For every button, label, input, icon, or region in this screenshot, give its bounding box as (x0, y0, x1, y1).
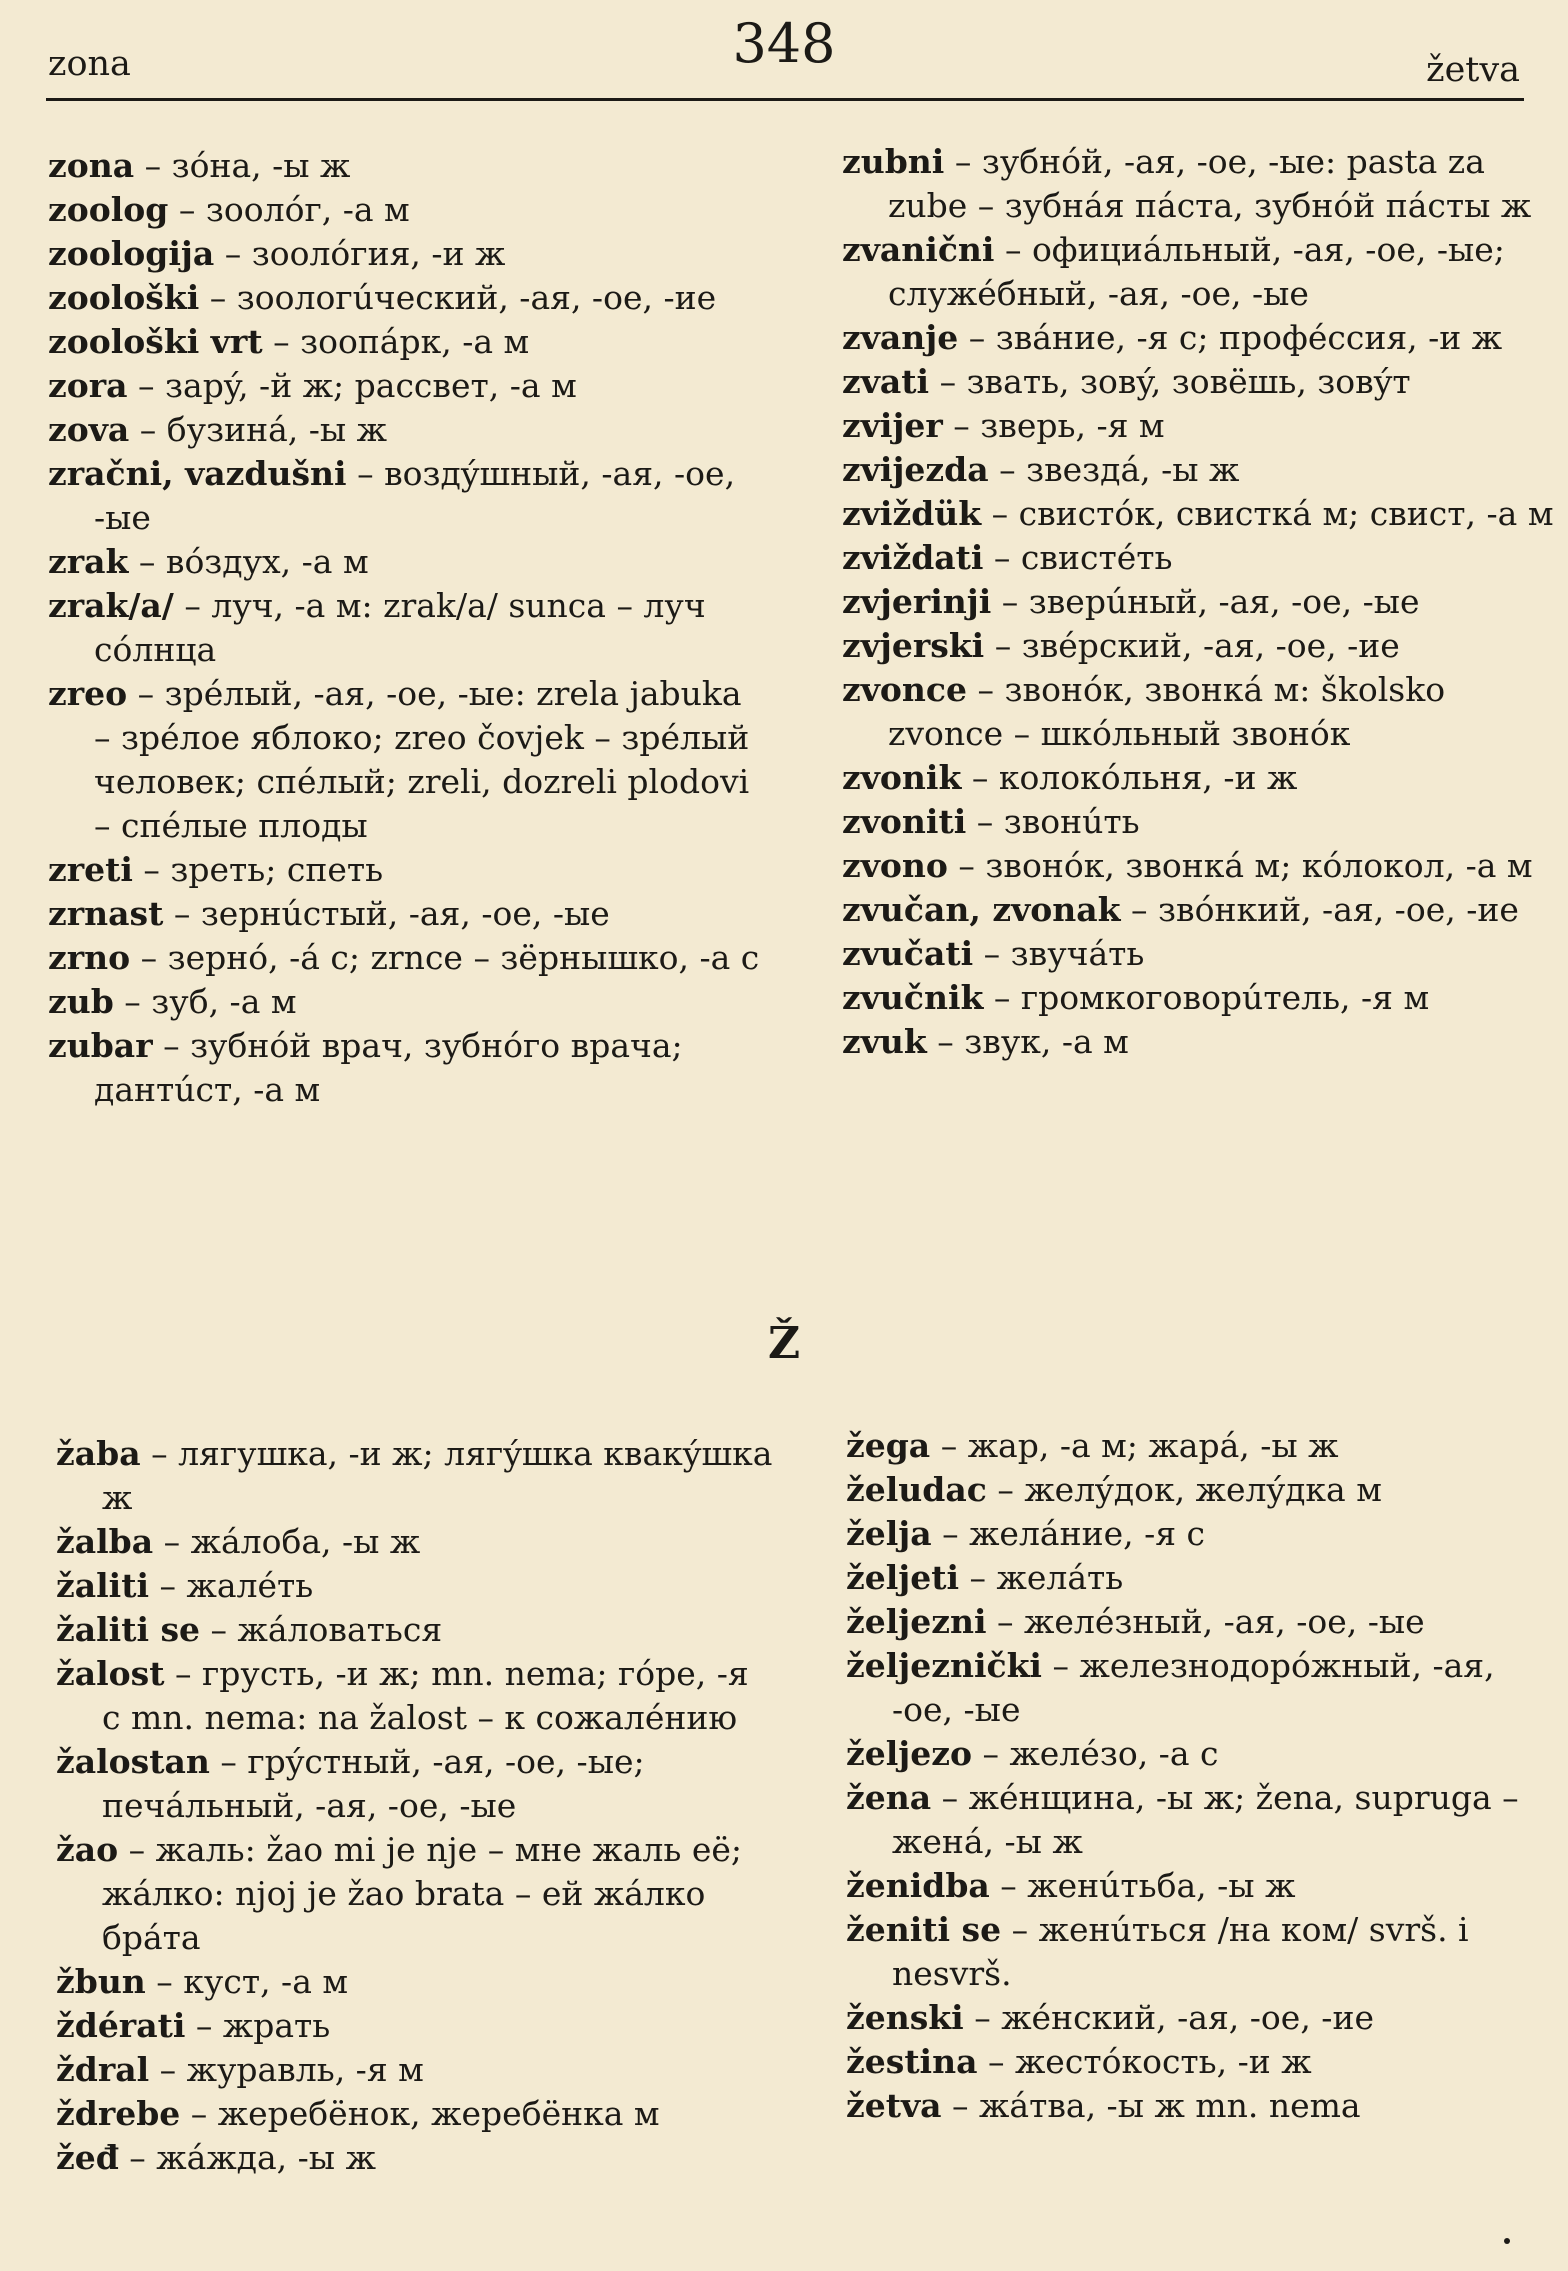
entry-dash: – (988, 450, 1027, 489)
entry-headword: zoološki vrt (48, 322, 263, 361)
entry-headword: zoologija (48, 234, 215, 273)
entry-headword: zvučan, zvonak (842, 890, 1121, 929)
dictionary-entry (56, 1960, 776, 2004)
dictionary-entry (846, 2040, 1566, 2084)
dictionary-entry (56, 1608, 776, 1652)
entry-definition: зóна, -ы ж (171, 146, 351, 185)
entry-definition: жáтва, -ы ж mn. nema (979, 2086, 1361, 2125)
entry-dash: – (977, 2042, 1015, 2081)
entry-headword: zoolog (48, 190, 169, 229)
dictionary-entry (842, 756, 1562, 800)
entry-definition: жéнский, -ая, -ое, -ие (1001, 1998, 1374, 2037)
dictionary-entry (48, 276, 768, 320)
dictionary-entry (48, 540, 768, 584)
entry-headword: žeđ (56, 2138, 119, 2177)
entry-dash: – (958, 318, 996, 357)
entry-definition: колокóльня, -и ж (998, 758, 1298, 797)
entry-headword: ždral (56, 2050, 150, 2089)
entry-dash: – (346, 454, 385, 493)
dictionary-entry (846, 1732, 1566, 1776)
ink-speck (1504, 2238, 1510, 2244)
entry-definition: зубнóй, -ая, -ое, -ые: pasta za zube – зубнáя пáста, зубнóй пáсты ж (888, 142, 1532, 225)
entry-definition: зоопáрк, -а м (300, 322, 530, 361)
entry-dash: – (199, 278, 237, 317)
entry-headword: ždrebe (56, 2094, 181, 2133)
dictionary-entry (56, 2004, 776, 2048)
dictionary-entry (842, 448, 1562, 492)
entry-headword: zvučnik (842, 978, 984, 1017)
entry-definition: лягушка, -и ж; лягýшка квакýшка ж (102, 1434, 773, 1517)
entry-dash: – (983, 978, 1021, 1017)
dictionary-entry (48, 936, 768, 980)
entry-definition: желéзо, -а с (1009, 1734, 1219, 1773)
entry-dash: – (967, 670, 1005, 709)
dictionary-entry (846, 1644, 1566, 1732)
entry-definition: зоологúческий, -ая, -ое, -ие (236, 278, 717, 317)
entry-definition: жалéть (186, 1566, 314, 1605)
entry-definition: звук, -а м (964, 1022, 1129, 1061)
entry-definition: жестóкость, -и ж (1014, 2042, 1312, 2081)
dictionary-entry (842, 492, 1562, 536)
entry-headword: zrno (48, 938, 131, 977)
entry-headword: zubar (48, 1026, 153, 1065)
dictionary-entry (48, 188, 768, 232)
entry-definition: желéзный, -ая, -ое, -ые (1023, 1602, 1425, 1641)
dictionary-entry (48, 408, 768, 452)
dictionary-entry (56, 2048, 776, 2092)
dictionary-entry (846, 1776, 1566, 1864)
entry-headword: žalostan (56, 1742, 210, 1781)
dictionary-entry (842, 580, 1562, 624)
dictionary-entry (842, 360, 1562, 404)
entry-definition: желáть (996, 1558, 1124, 1597)
dictionary-entry (842, 624, 1562, 668)
entry-headword: zub (48, 982, 114, 1021)
running-head-left: zona (48, 44, 131, 84)
entry-dash: – (200, 1610, 238, 1649)
dictionary-entry (842, 1020, 1562, 1064)
entry-dash: – (132, 850, 171, 889)
entry-headword: željezni (846, 1602, 987, 1641)
dictionary-entry (842, 140, 1562, 228)
dictionary-entry (56, 1652, 776, 1740)
dictionary-entry (48, 848, 768, 892)
entry-headword: želudac (846, 1470, 987, 1509)
entry-headword: zvjerski (842, 626, 985, 665)
entry-definition: журавль, -я м (186, 2050, 424, 2089)
entry-headword: žbun (56, 1962, 146, 2001)
dictionary-entry (56, 1828, 776, 1960)
entry-definition: жáжда, -ы ж (156, 2138, 376, 2177)
entry-definition: зрéлый, -ая, -ое, -ые: zrela jabuka – зрéлое яблоко; zreo čovjek – зрéлый человек; спéлый; zreli, dozreli plodovi – спéлые плоды (94, 674, 750, 845)
entry-definition: зоолóг, -а м (205, 190, 410, 229)
entry-definition: грусть, -и ж; mn. nema; гóре, -я с mn. nema: na žalost – к сожалéнию (102, 1654, 749, 1737)
dictionary-entry (48, 584, 768, 672)
entry-headword: želja (846, 1514, 932, 1553)
entry-dash: – (961, 758, 999, 797)
entry-dash: – (129, 410, 167, 449)
entry-definition: желýдок, желýдка м (1024, 1470, 1382, 1509)
dictionary-entry (48, 364, 768, 408)
entry-dash: – (134, 146, 172, 185)
entry-definition: жáловаться (237, 1610, 443, 1649)
section-letter: Ž (767, 1318, 801, 1369)
entry-dash: – (209, 1742, 248, 1781)
entry-definition: свистóк, свисткá м; свист, -а м (1018, 494, 1554, 533)
entry-definition: звонúть (1003, 802, 1140, 841)
entry-headword: zvjerinji (842, 582, 992, 621)
entry-dash: – (214, 234, 252, 273)
entry-dash: – (959, 1558, 997, 1597)
dictionary-entry (846, 1512, 1566, 1556)
entry-definition: жеребёнок, жеребёнка м (217, 2094, 660, 2133)
dictionary-entry (846, 1600, 1566, 1644)
entry-dash: – (931, 1778, 969, 1817)
entry-dash: – (973, 934, 1011, 973)
entry-headword: zova (48, 410, 130, 449)
entry-headword: žestina (846, 2042, 978, 2081)
entry-definition: зубнóй врач, зубнóго врача; дантúст, -а м (94, 1026, 683, 1109)
dictionary-entry (56, 1432, 776, 1520)
dictionary-entry (846, 1468, 1566, 1512)
dictionary-entry (842, 316, 1562, 360)
entry-headword: zvanje (842, 318, 959, 357)
dictionary-entry (842, 976, 1562, 1020)
entry-headword: žaliti se (56, 1610, 201, 1649)
dictionary-entry (48, 672, 768, 848)
entry-headword: željezo (846, 1734, 972, 1773)
entry-definition: звучáть (1010, 934, 1145, 973)
entry-headword: zvijer (842, 406, 943, 445)
entry-dash: – (991, 582, 1029, 621)
entry-dash: – (118, 2138, 157, 2177)
dictionary-entry (846, 1996, 1566, 2040)
entry-definition: бузинá, -ы ж (166, 410, 387, 449)
header-rule (46, 98, 1524, 101)
entry-headword: žega (846, 1426, 931, 1465)
entry-headword: zona (48, 146, 135, 185)
entry-dash: – (185, 2006, 223, 2045)
entry-definition: жáлоба, -ы ж (190, 1522, 421, 1561)
entry-headword: zviždük (842, 494, 982, 533)
entry-headword: ženidba (846, 1866, 990, 1905)
dictionary-entry (56, 2136, 776, 2180)
entry-dash: – (152, 1026, 191, 1065)
entry-dash: – (963, 1998, 1002, 2037)
entry-dash: – (149, 2050, 187, 2089)
dictionary-entry (842, 228, 1562, 316)
entry-dash: – (1041, 1646, 1080, 1685)
entry-headword: zvonik (842, 758, 962, 797)
entry-definition: звать, зовý, зовёшь, зовýт (966, 362, 1411, 401)
entry-dash: – (966, 802, 1004, 841)
column-top-left (48, 144, 768, 1112)
entry-headword: ženiti se (846, 1910, 1002, 1949)
entry-dash: – (986, 1470, 1025, 1509)
dictionary-entry (48, 320, 768, 364)
entry-dash: – (994, 230, 1032, 269)
entry-headword: zvati (842, 362, 930, 401)
entry-headword: zrnast (48, 894, 164, 933)
entry-headword: žena (846, 1778, 932, 1817)
entry-definition: жéнщина, -ы ж; žena, supruga – женá, -ы ж (892, 1778, 1519, 1861)
entry-headword: zvučati (842, 934, 974, 973)
dictionary-entry (48, 1024, 768, 1112)
entry-definition: громкоговорúтель, -я м (1020, 978, 1430, 1017)
entry-headword: željeznički (846, 1646, 1042, 1685)
dictionary-entry (48, 232, 768, 276)
entry-headword: zoološki (48, 278, 200, 317)
entry-headword: žaba (56, 1434, 141, 1473)
entry-definition: зернúстый, -ая, -ое, -ые (200, 894, 610, 933)
entry-dash: – (1120, 890, 1159, 929)
entry-headword: zreo (48, 674, 128, 713)
entry-dash: – (163, 894, 201, 933)
entry-definition: звонóк, звонкá м: školsko zvonce – шкóльный звонóк (888, 670, 1446, 753)
entry-definition: луч, -а м: zrak/a/ sunca – луч сóлнца (94, 586, 706, 669)
entry-headword: zora (48, 366, 128, 405)
column-bottom-right (846, 1424, 1566, 2128)
column-bottom-left (56, 1432, 776, 2180)
entry-headword: zreti (48, 850, 133, 889)
entry-dash: – (168, 190, 206, 229)
running-head-right: žetva (1426, 50, 1520, 90)
entry-dash: – (153, 1522, 191, 1561)
entry-dash: – (148, 1566, 187, 1605)
entry-definition: жаль: žao mi je nje – мне жаль её; жáлко: njoj je žao brata – ей жáлко брáта (102, 1830, 743, 1957)
entry-definition: вóздух, -а м (165, 542, 369, 581)
entry-definition: жрать (222, 2006, 331, 2045)
entry-headword: žaliti (56, 1566, 149, 1605)
dictionary-entry (846, 2084, 1566, 2128)
entry-dash: – (145, 1962, 184, 2001)
entry-definition: желáние, -я с (969, 1514, 1206, 1553)
entry-definition: зреть; спеть (170, 850, 384, 889)
entry-headword: zrak/a/ (48, 586, 174, 625)
entry-definition: звáние, -я с; профéссия, -и ж (995, 318, 1503, 357)
entry-dash: – (983, 538, 1021, 577)
entry-definition: официáльный, -ая, -ое, -ые; служéбный, -ая, -ое, -ые (888, 230, 1505, 313)
entry-definition: зоолóгия, -и ж (251, 234, 506, 273)
entry-headword: željeti (846, 1558, 959, 1597)
entry-dash: – (947, 846, 986, 885)
dictionary-entry (48, 144, 768, 188)
entry-dash: – (986, 1602, 1024, 1641)
dictionary-entry (56, 1740, 776, 1828)
entry-dash: – (140, 1434, 179, 1473)
entry-definition: зарý, -й ж; рассвет, -а м (165, 366, 577, 405)
entry-definition: женúтьба, -ы ж (1027, 1866, 1296, 1905)
entry-definition: зверúный, -ая, -ое, -ые (1028, 582, 1420, 621)
entry-dash: – (262, 322, 301, 361)
entry-dash: – (944, 142, 982, 181)
entry-definition: жар, -а м; жарá, -ы ж (967, 1426, 1339, 1465)
entry-headword: zvonce (842, 670, 968, 709)
entry-definition: женúться /на ком/ svrš. i nesvrš. (892, 1910, 1469, 1993)
entry-definition: железнодорóжный, -ая, -ое, -ые (892, 1646, 1495, 1729)
dictionary-entry (56, 2092, 776, 2136)
column-top-right (842, 140, 1562, 1064)
entry-dash: – (930, 1426, 968, 1465)
dictionary-entry (48, 980, 768, 1024)
dictionary-entry (842, 536, 1562, 580)
page-number: 348 (732, 12, 836, 75)
entry-definition: воздýшный, -ая, -ое, -ые (94, 454, 736, 537)
entry-dash: – (118, 1830, 156, 1869)
entry-definition: куст, -а м (183, 1962, 349, 2001)
dictionary-entry (842, 404, 1562, 448)
entry-headword: ždérati (56, 2006, 186, 2045)
dictionary-entry (842, 844, 1562, 888)
entry-dash: – (164, 1654, 202, 1693)
entry-dash: – (113, 982, 152, 1021)
entry-dash: – (127, 366, 166, 405)
entry-definition: свистéть (1020, 538, 1173, 577)
entry-headword: zvono (842, 846, 948, 885)
entry-headword: zvoniti (842, 802, 967, 841)
entry-dash: – (981, 494, 1019, 533)
entry-definition: звéрский, -ая, -ое, -ие (1021, 626, 1400, 665)
entry-headword: zubni (842, 142, 945, 181)
entry-dash: – (989, 1866, 1028, 1905)
dictionary-entry (842, 668, 1562, 756)
entry-definition: зуб, -а м (151, 982, 297, 1021)
entry-dash: – (942, 406, 981, 445)
entry-definition: звóнкий, -ая, -ое, -ие (1158, 890, 1519, 929)
entry-headword: žetva (846, 2086, 942, 2125)
entry-headword: zračni, vazdušni (48, 454, 347, 493)
entry-headword: zvuk (842, 1022, 927, 1061)
dictionary-entry (846, 1864, 1566, 1908)
dictionary-entry (842, 800, 1562, 844)
entry-definition: звездá, -ы ж (1026, 450, 1240, 489)
dictionary-entry (846, 1908, 1566, 1996)
entry-headword: žalba (56, 1522, 154, 1561)
entry-dash: – (941, 2086, 980, 2125)
dictionary-entry (842, 932, 1562, 976)
entry-dash: – (971, 1734, 1010, 1773)
entry-headword: žalost (56, 1654, 165, 1693)
entry-dash: – (180, 2094, 218, 2133)
dictionary-entry (842, 888, 1562, 932)
entry-dash: – (1001, 1910, 1039, 1949)
entry-headword: zrak (48, 542, 129, 581)
entry-headword: ženski (846, 1998, 964, 2037)
dictionary-entry (48, 892, 768, 936)
entry-definition: зверь, -я м (980, 406, 1165, 445)
entry-dash: – (127, 674, 165, 713)
entry-dash: – (128, 542, 166, 581)
entry-headword: zviždati (842, 538, 984, 577)
entry-dash: – (926, 1022, 965, 1061)
entry-headword: zvanični (842, 230, 995, 269)
dictionary-entry (846, 1556, 1566, 1600)
dictionary-entry (56, 1564, 776, 1608)
entry-definition: грýстный, -ая, -ое, -ые; печáльный, -ая, -ое, -ые (102, 1742, 645, 1825)
entry-dash: – (173, 586, 212, 625)
entry-dash: – (984, 626, 1022, 665)
entry-definition: звонóк, звонкá м; кóлокол, -а м (985, 846, 1533, 885)
dictionary-entry (48, 452, 768, 540)
entry-headword: žao (56, 1830, 119, 1869)
dictionary-entry (846, 1424, 1566, 1468)
entry-headword: zvijezda (842, 450, 989, 489)
dictionary-entry (56, 1520, 776, 1564)
entry-definition: зернó, -á с; zrnce – зёрнышко, -а с (167, 938, 760, 977)
entry-dash: – (929, 362, 967, 401)
entry-dash: – (130, 938, 168, 977)
entry-dash: – (931, 1514, 970, 1553)
